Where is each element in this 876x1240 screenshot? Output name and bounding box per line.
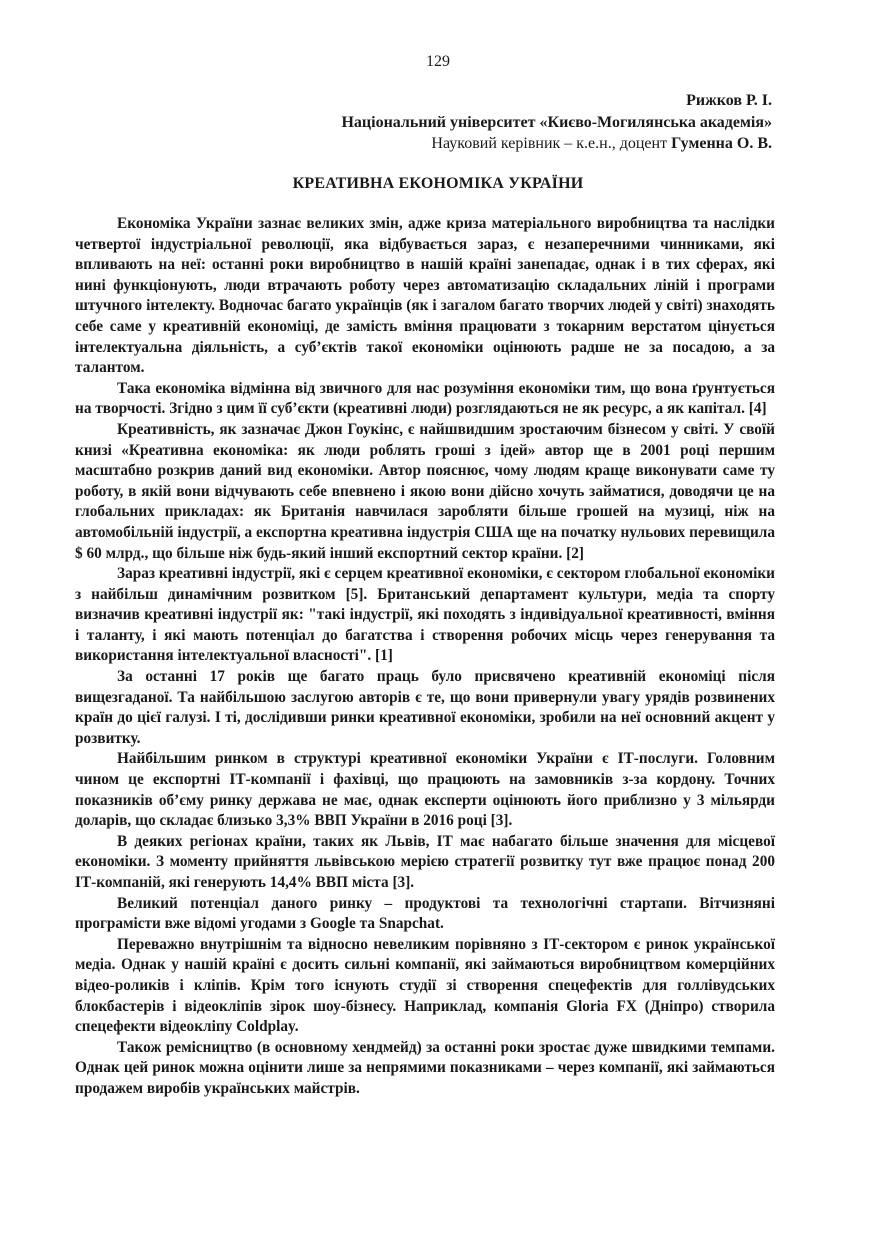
scientific-advisor xyxy=(72,133,772,155)
paragraph: За останні 17 років ще багато праць було присвячено креативній економіці після вищезгаданої. Та найбільшою заслугою авторів є те, що вони привернули увагу урядів розвинених країн до цієї галузі. І ті, дослідивши ринки креативної економіки, зробили на неї основний акцент у розвитку. xyxy=(75,668,775,747)
paragraph: Великий потенціал даного ринку – продуктові та технологічні стартапи. Вітчизняні програмісти вже відомі угодами з Google та Snapchat. xyxy=(75,894,775,933)
advisor-name: Гуменна О. В. xyxy=(671,135,772,152)
article-title: КРЕАТИВНА ЕКОНОМІКА УКРАЇНИ xyxy=(292,175,584,192)
paragraph: Зараз креативні індустрії, які є серцем креативної економіки, є сектором глобальної економіки з найбільш динамічним розвитком [5]. Британський департамент культури, медіа та спорту визначив креативні індустрії як: "такі індустрії, які походять з індивідуальної креативності, вміння і таланту, і які мають потенціал до багатства і створення робочих місць через генерування та використання інтелектуальної власності". [1] xyxy=(75,565,775,665)
author-name: Рижков Р. І. xyxy=(686,92,772,109)
paragraph: Креативність, як зазначає Джон Гоукінс, є найшвидшим зростаючим бізнесом у світі. У своїй книзі «Креативна економіка: як люди роблять гроші з ідей» автор ще в 2001 році першим масштабно розкрив даний вид економіки. Автор пояснює, чому людям краще виконувати саме ту роботу, в якій вони відчувають себе впевнено і якою вони дійсно хочуть займатися, доводячи це на глобальних прикладах: як Британія навчилася заробляти більше грошей на музиці, ніж на автомобільній індустрії, а експортна креативна індустрія США ще на початку нульових перевищила $ 60 млрд., що більше ніж будь-який інший експортний сектор країни. [2] xyxy=(75,420,775,562)
paragraph: Економіка України зазнає великих змін, адже криза матеріального виробництва та наслідки четвертої індустріальної революції, яка відбувається зараз, є незаперечними чинниками, які впливають на неї: останні роки виробництво в нашій країні занепадає, однак і в тих сферах, які нині функціонують, люди втрачають роботу через автоматизацію складальних ліній і програми штучного інтелекту. Водночас багато українців (як і загалом багато творчих людей у світі) знаходять себе саме у креативній економіці, де замість вміння працювати з токарним верстатом цінується інтелектуальна діяльність, а суб’єктів такої економіки оцінюють радше не за посадою, а за талантом. xyxy=(75,215,775,377)
advisor-prefix: Науковий керівник – к.е.н., доцент xyxy=(431,135,672,152)
page-number: 129 xyxy=(426,53,450,70)
paragraph: В деяких регіонах країни, таких як Львів, ІТ має набагато більше значення для місцевої економіки. З моменту прийняття львівською мерією стратегії розвитку тут вже працює понад 200 ІТ-компаній, які генерують 14,4% ВВП міста [3]. xyxy=(75,832,775,891)
paragraph: Найбільшим ринком в структурі креативної економіки України є ІТ-послуги. Головним чином це експортні ІТ-компанії і фахівці, що працюють на замовників з-за кордону. Точних показників об’єму ринку держава не має, однак експерти оцінюють його приблизно у 3 мільярди доларів, що складає близько 3,3% ВВП України в 2016 році [3]. xyxy=(75,750,775,830)
paragraph: Переважно внутрішнім та відносно невеликим порівняно з ІТ-сектором є ринок української медіа. Однак у нашій країні є досить сильні компанії, які займаються виробництвом комерційних відео-роликів і кліпів. Крім того існують студії зі створення спецефектів для голлівудських блокбастерів і відеокліпів зірок шоу-бізнесу. Наприклад, компанія Gloria FX (Дніпро) створила спецефекти відеокліпу Coldplay. xyxy=(75,935,775,1036)
author-affiliation: Національний університет «Києво-Могилянська академія» xyxy=(341,113,772,131)
paragraph: Також ремісництво (в основному хендмейд) за останні роки зростає дуже швидкими темпами. Однак цей ринок можна оцінити лише за непрямими показниками – через компанії, які займаються продажем виробів українських майстрів. xyxy=(75,1038,775,1097)
article-header xyxy=(72,90,772,155)
paragraph: Така економіка відмінна від звичного для нас розуміння економіки тим, що вона ґрунтується на творчості. Згідно з цим її суб’єкти (креативні люди) розглядаються не як ресурс, а як капітал. [4] xyxy=(75,379,775,418)
article-body xyxy=(75,214,775,1100)
